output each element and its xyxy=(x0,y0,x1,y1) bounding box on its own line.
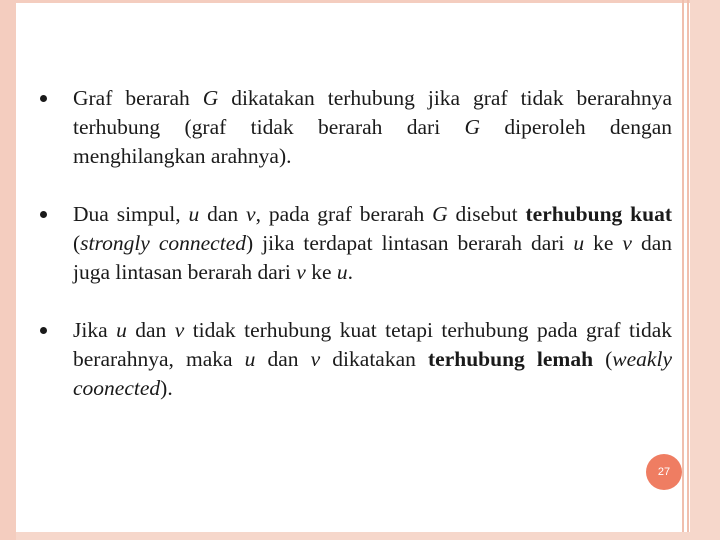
text-run: u xyxy=(188,202,200,226)
text-run: v xyxy=(310,347,321,371)
bullet-text xyxy=(73,86,672,168)
bullet-item xyxy=(40,200,672,287)
text-run: ke xyxy=(584,231,623,255)
frame-right-line xyxy=(682,0,684,540)
frame-top xyxy=(0,0,720,3)
text-run: diperoleh dengan menghilangkan arahnya). xyxy=(73,115,673,168)
text-run: disebut xyxy=(447,202,526,226)
text-run: u xyxy=(244,347,256,371)
text-run: v xyxy=(622,231,632,255)
text-run: dan xyxy=(126,318,175,342)
bullet-dot-icon xyxy=(40,95,47,102)
text-run: dan xyxy=(255,347,311,371)
text-run: dan juga lintasan berarah dari xyxy=(73,231,673,284)
text-run: ) jika terdapat lintasan berarah dari xyxy=(246,231,574,255)
text-run: ( xyxy=(593,347,613,371)
text-run: ). xyxy=(160,376,173,400)
bullet-dot-icon xyxy=(40,211,47,218)
bullet-item xyxy=(40,84,672,171)
bullet-text xyxy=(73,202,672,284)
slide-content xyxy=(40,84,672,432)
text-run: ( xyxy=(73,231,81,255)
text-run: dikatakan terhubung jika graf tidak berarahnya terhubung (graf tidak berarah dari xyxy=(73,86,672,139)
frame-left-border xyxy=(0,0,16,540)
text-run: u xyxy=(336,260,348,284)
text-run: weakly coonected xyxy=(73,347,672,400)
bullet-text xyxy=(73,318,672,400)
text-run: v xyxy=(246,202,256,226)
text-run: v xyxy=(174,318,185,342)
text-run: . xyxy=(347,260,353,284)
frame-right-border xyxy=(690,0,720,540)
bullet-item xyxy=(40,316,672,403)
text-run: terhubung lemah xyxy=(428,347,594,371)
text-run: strongly connected xyxy=(80,231,246,255)
text-run: G xyxy=(202,86,219,110)
text-run: ke xyxy=(305,260,337,284)
text-run: u xyxy=(116,318,127,342)
text-run: u xyxy=(573,231,585,255)
text-run: v xyxy=(296,260,306,284)
text-run: dan xyxy=(199,202,247,226)
text-run: , pada graf berarah xyxy=(255,202,433,226)
text-run: G xyxy=(464,115,481,139)
text-run: Jika xyxy=(73,318,117,342)
text-run: Graf berarah xyxy=(73,86,203,110)
text-run: G xyxy=(432,202,448,226)
frame-right-line xyxy=(687,0,689,540)
page-number-badge: 27 xyxy=(646,454,682,490)
text-run: Dua simpul, xyxy=(73,202,189,226)
bullet-dot-icon xyxy=(40,327,47,334)
frame-bottom-border xyxy=(16,532,690,540)
text-run: tidak terhubung kuat tetapi terhubung pada graf tidak berarahnya, maka xyxy=(73,318,672,371)
text-run: dikatakan xyxy=(320,347,428,371)
text-run: terhubung kuat xyxy=(525,202,672,226)
